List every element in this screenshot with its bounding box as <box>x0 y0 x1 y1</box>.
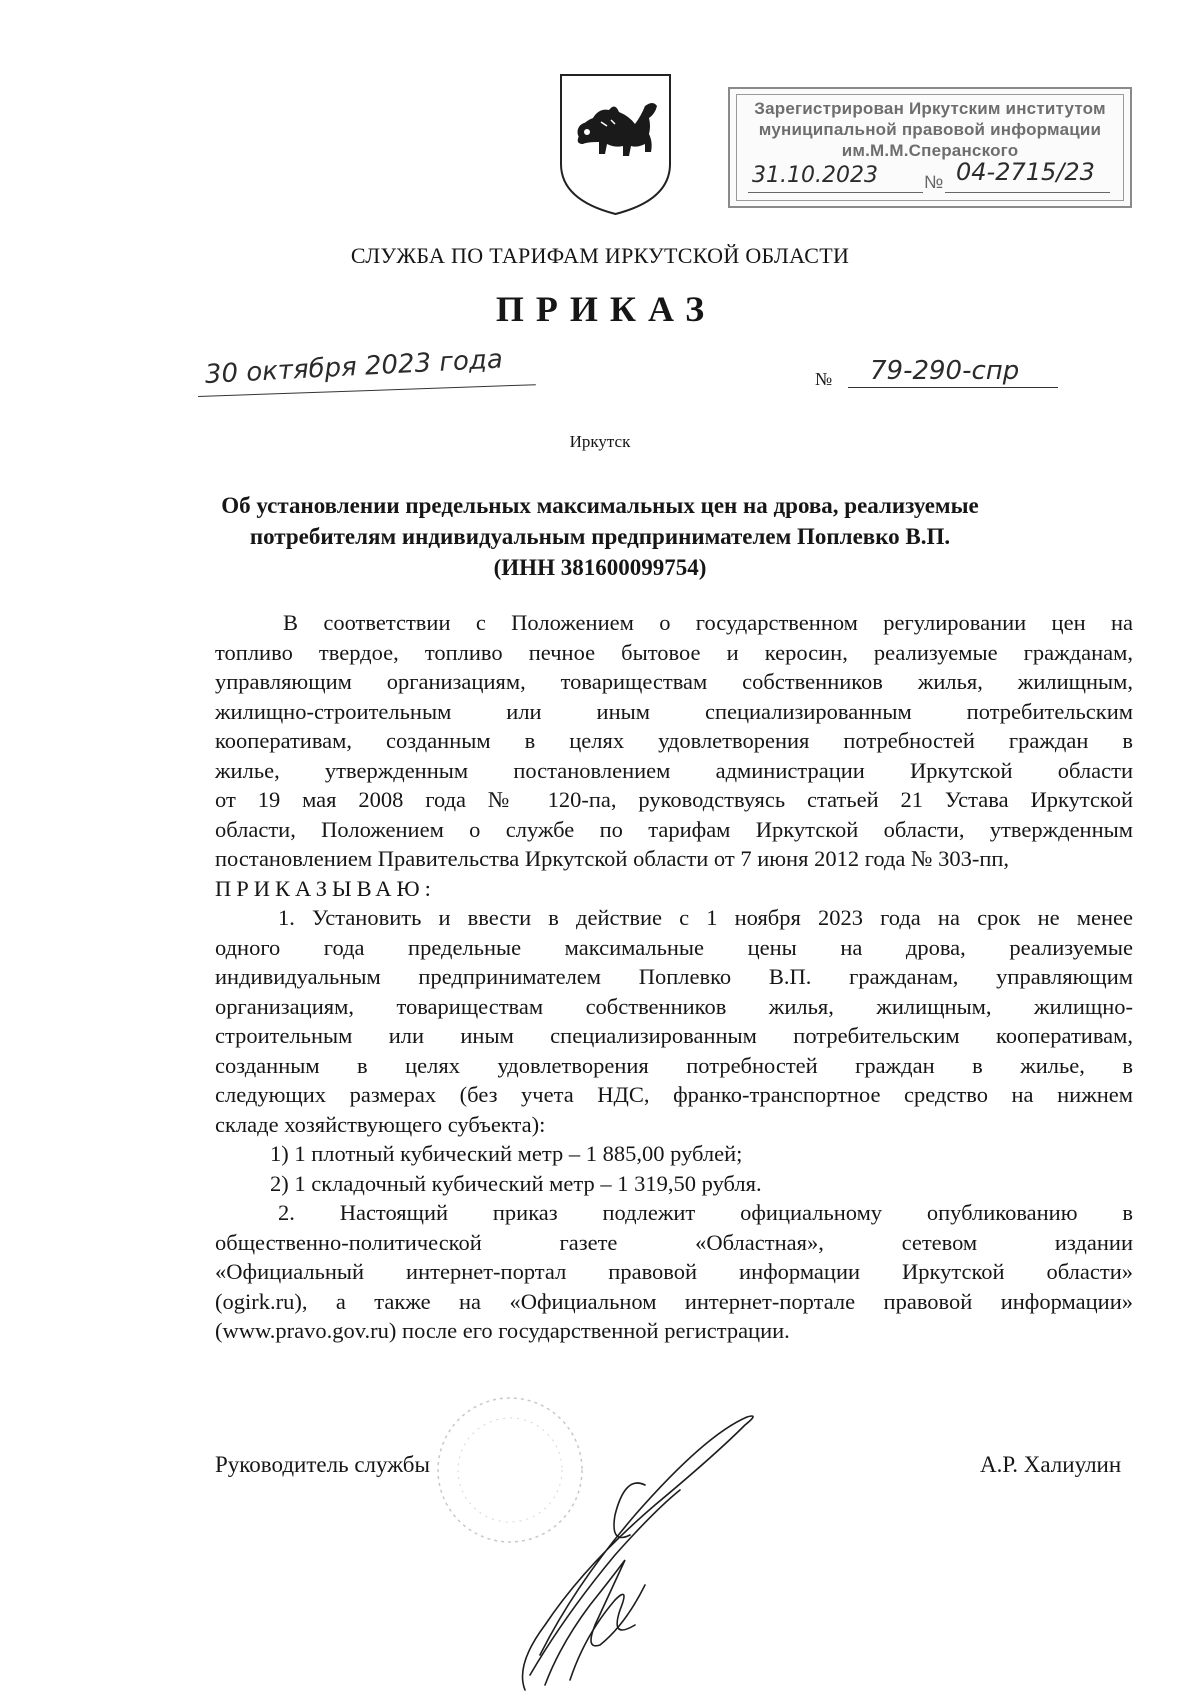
preamble-line: от 19 мая 2008 года № 120-па, руководствуясь статьей 21 Устава Иркутской <box>215 787 1133 812</box>
handwritten-signature <box>523 1416 754 1690</box>
stamp-date-underline <box>748 192 923 193</box>
stamp-number-label: № <box>924 172 944 192</box>
preamble-line: В соответствии с Положением о государственном регулировании цен на <box>283 610 1133 635</box>
city: Иркутск <box>569 432 631 451</box>
preamble-line: управляющим организациям, товариществам собственников жилья, жилищным, <box>215 669 1133 694</box>
item1-line: следующих размерах (без учета НДС, франко-транспортное средство на нижнем <box>215 1082 1133 1107</box>
preamble-line: жилье, утвержденным постановлением администрации Иркутской области <box>215 757 1133 783</box>
price-item-dense-cubic-meter: 1) 1 плотный кубический метр – 1 885,00 рублей; <box>270 1141 743 1166</box>
item2-line: (ogirk.ru), а также на «Официальном интернет-портале правовой информации» <box>215 1288 1133 1314</box>
order-number-underline <box>848 387 1058 388</box>
item1-line: складе хозяйствующего субъекта): <box>215 1111 546 1137</box>
preamble-line: кооперативам, созданным в целях удовлетворения потребностей граждан в <box>215 728 1133 753</box>
price-item-stacked-cubic-meter: 2) 1 складочный кубический метр – 1 319,50 рубля. <box>270 1170 762 1196</box>
preamble-line: области, Положением о службе по тарифам Иркутской области, утвержденным <box>215 816 1133 842</box>
stamp-registration-date: 31.10.2023 <box>752 163 878 188</box>
item1-line: строительным или иным специализированным потребительским кооперативам, <box>215 1023 1133 1048</box>
signatory-role: Руководитель службы <box>215 1452 430 1477</box>
irkutsk-coat-of-arms-icon <box>557 72 674 217</box>
item2-line: 2. Настоящий приказ подлежит официальному опубликованию в <box>278 1200 1133 1225</box>
item2-line: (www.pravo.gov.ru) после его государственной регистрации. <box>215 1318 790 1343</box>
agency-name: СЛУЖБА ПО ТАРИФАМ ИРКУТСКОЙ ОБЛАСТИ <box>350 243 850 268</box>
signatory-name: А.Р. Халиулин <box>980 1452 1122 1477</box>
heading-line-1: Об установлении предельных максимальных цен на дрова, реализуемые <box>221 493 979 518</box>
heading-line-2: потребителям индивидуальным предпринимателем Поплевко В.П. <box>249 524 951 549</box>
stamp-number-underline <box>945 192 1110 193</box>
item2-line: общественно-политической газете «Областная», сетевом издании <box>215 1229 1133 1255</box>
item1-line: 1. Установить и ввести в действие с 1 ноября 2023 года на срок не менее <box>278 905 1133 930</box>
stamp-line-2: муниципальной правовой информации <box>758 120 1102 139</box>
document-type-title: ПРИКАЗ <box>495 289 717 329</box>
document-heading <box>200 490 1000 583</box>
item2-line: «Официальный интернет-портал правовой информации Иркутской области» <box>215 1259 1133 1284</box>
stamp-line-3: им.М.М.Сперанского <box>841 141 1019 160</box>
stamp-registration-number: 04-2715/23 <box>956 158 1095 186</box>
order-number-label: № <box>815 369 833 389</box>
item1-line: одного года предельные максимальные цены на дрова, реализуемые <box>215 934 1133 960</box>
preamble-line: жилищно-строительным или иным специализированным потребительским <box>215 698 1133 724</box>
preamble-line: топливо твердое, топливо печное бытовое и керосин, реализуемые гражданам, <box>215 639 1133 665</box>
order-word: ПРИКАЗЫВАЮ: <box>215 875 436 901</box>
item1-line: созданным в целях удовлетворения потребностей граждан в жилье, в <box>215 1052 1133 1078</box>
stamp-line-1: Зарегистрирован Иркутским институтом <box>754 99 1106 118</box>
official-seal-icon <box>415 1395 845 1695</box>
document-body <box>215 608 1133 1346</box>
item1-line: индивидуальным предпринимателем Поплевко В.П. гражданам, управляющим <box>215 964 1133 989</box>
item1-line: организациям, товариществам собственников жилья, жилищным, жилищно- <box>215 993 1133 1019</box>
order-number: 79-290-спр <box>870 356 1020 386</box>
heading-line-3: (ИНН 381600099754) <box>493 555 707 580</box>
preamble-line: постановлением Правительства Иркутской области от 7 июня 2012 года № 303-пп, <box>215 846 1010 871</box>
order-date: 30 октября 2023 года <box>204 344 504 390</box>
